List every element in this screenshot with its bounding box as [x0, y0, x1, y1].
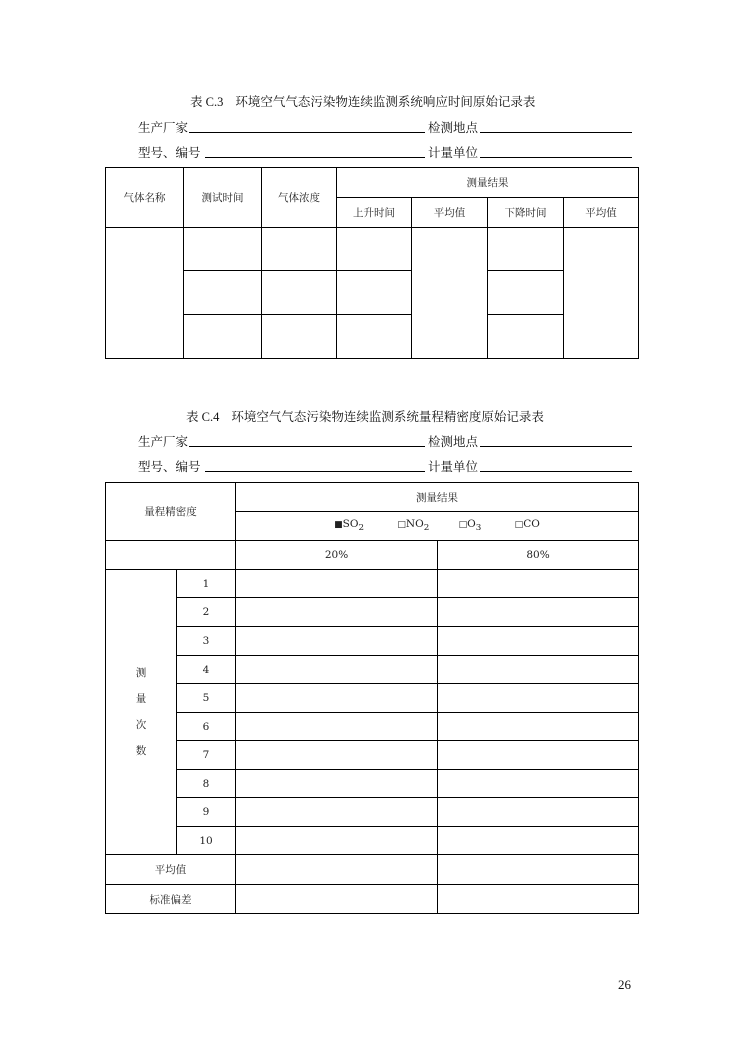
table-c3-number: 表 C.3 — [190, 95, 224, 109]
c4-row-index: 1 — [177, 570, 236, 598]
c4-std-dev-label: 标准偏差 — [106, 885, 236, 914]
c4-cell-20[interactable] — [236, 827, 438, 855]
c4-header-pct-80: 80% — [438, 541, 639, 570]
c4-cell-20[interactable] — [236, 627, 438, 656]
checkbox-checked-icon[interactable]: ■ — [334, 520, 343, 531]
c3-cell[interactable] — [262, 228, 337, 271]
gas-option-no2[interactable]: $□NO_2$ — [397, 518, 430, 534]
checkbox-unchecked-icon[interactable]: □ — [514, 520, 524, 531]
c4-cell-80[interactable] — [438, 627, 639, 656]
c4-row-index: 10 — [177, 827, 236, 855]
c4-cell-20[interactable] — [236, 770, 438, 798]
c3-cell[interactable] — [262, 271, 337, 315]
c3-cell-gas-name[interactable] — [106, 228, 184, 359]
c4-cell-80[interactable] — [438, 741, 639, 770]
c3-location-line[interactable] — [480, 132, 632, 133]
gas-option-o3[interactable]: $□O_3$ — [458, 518, 482, 534]
c3-manufacturer-line[interactable] — [189, 132, 425, 133]
c3-cell[interactable] — [184, 315, 262, 359]
c4-std-dev-20[interactable] — [236, 885, 438, 914]
c4-row-index: 6 — [177, 713, 236, 741]
table-c4-title-text: 环境空气气态污染物连续监测系统量程精密度原始记录表 — [231, 409, 544, 424]
c4-cell-20[interactable] — [236, 713, 438, 741]
c4-location-line[interactable] — [480, 446, 632, 447]
c4-cell-80[interactable] — [438, 570, 639, 598]
c3-unit-line[interactable] — [480, 157, 632, 158]
table-c4-number: 表 C.4 — [186, 410, 220, 424]
c3-manufacturer-label: 生产厂家 — [138, 120, 189, 135]
c4-row-index: 8 — [177, 770, 236, 798]
c3-header-rise-time: 上升时间 — [337, 198, 412, 228]
c4-gas-options — [236, 512, 639, 541]
c4-average-80[interactable] — [438, 855, 639, 885]
table-c4-title — [186, 407, 544, 425]
c4-cell-20[interactable] — [236, 570, 438, 598]
c3-header-gas-concentration: 气体浓度 — [262, 168, 337, 228]
c4-header-range-precision: 量程精密度 — [106, 483, 236, 541]
c4-unit-line[interactable] — [480, 471, 632, 472]
c4-unit-label: 计量单位 — [428, 459, 479, 474]
c4-model-label: 型号、编号 — [138, 459, 201, 474]
c4-location-label: 检测地点 — [428, 434, 479, 449]
table-c4 — [105, 482, 639, 914]
table-c3 — [105, 167, 639, 359]
c3-cell[interactable] — [337, 315, 412, 359]
c3-cell-average-1[interactable] — [412, 228, 488, 359]
c4-row-index: 9 — [177, 798, 236, 827]
checkbox-unchecked-icon[interactable]: □ — [397, 520, 406, 531]
c3-cell[interactable] — [337, 228, 412, 271]
c4-header-pct-20: 20% — [236, 541, 438, 570]
c4-std-dev-80[interactable] — [438, 885, 639, 914]
c4-cell-20[interactable] — [236, 798, 438, 827]
table-c3-title — [190, 92, 535, 110]
c4-cell-80[interactable] — [438, 684, 639, 713]
c4-cell-80[interactable] — [438, 656, 639, 684]
c4-manufacturer-line[interactable] — [189, 446, 425, 447]
table-c3-title-text: 环境空气气态污染物连续监测系统响应时间原始记录表 — [235, 94, 536, 109]
c4-manufacturer-label: 生产厂家 — [138, 434, 189, 449]
c4-average-20[interactable] — [236, 855, 438, 885]
c3-location-label: 检测地点 — [428, 120, 479, 135]
c4-cell-80[interactable] — [438, 798, 639, 827]
c3-cell[interactable] — [337, 271, 412, 315]
c4-row-index: 5 — [177, 684, 236, 713]
c4-row-index: 3 — [177, 627, 236, 656]
c3-cell[interactable] — [488, 228, 564, 271]
c3-cell[interactable] — [262, 315, 337, 359]
c4-cell-80[interactable] — [438, 598, 639, 627]
c3-header-average-2: 平均值 — [564, 198, 639, 228]
gas-option-co[interactable]: □CO — [514, 518, 540, 531]
c3-cell-average-2[interactable] — [564, 228, 639, 359]
c4-cell-20[interactable] — [236, 598, 438, 627]
c3-cell[interactable] — [488, 271, 564, 315]
c3-unit-label: 计量单位 — [428, 145, 479, 160]
c3-model-label: 型号、编号 — [138, 145, 201, 160]
c4-empty-cell — [106, 541, 236, 570]
c3-header-gas-name: 气体名称 — [106, 168, 184, 228]
c4-model-line[interactable] — [205, 471, 425, 472]
c3-header-average-1: 平均值 — [412, 198, 488, 228]
gas-option-so2[interactable]: $■SO_2$ — [334, 518, 365, 534]
c3-header-test-time: 测试时间 — [184, 168, 262, 228]
c3-cell[interactable] — [488, 315, 564, 359]
c4-measure-count-label: 测 量 次 数 — [106, 570, 177, 855]
c3-header-measurement-result: 测量结果 — [337, 168, 639, 198]
c4-row-index: 2 — [177, 598, 236, 627]
c4-row-index: 4 — [177, 656, 236, 684]
c4-average-label: 平均值 — [106, 855, 236, 885]
c4-cell-20[interactable] — [236, 656, 438, 684]
c4-cell-20[interactable] — [236, 741, 438, 770]
page-number: 26 — [618, 977, 631, 992]
c4-cell-80[interactable] — [438, 827, 639, 855]
c3-model-line[interactable] — [205, 157, 425, 158]
c3-header-fall-time: 下降时间 — [488, 198, 564, 228]
c4-header-measurement-result: 测量结果 — [236, 483, 639, 512]
c4-row-index: 7 — [177, 741, 236, 770]
c3-cell[interactable] — [184, 271, 262, 315]
c4-cell-20[interactable] — [236, 684, 438, 713]
c4-cell-80[interactable] — [438, 770, 639, 798]
c3-cell[interactable] — [184, 228, 262, 271]
c4-cell-80[interactable] — [438, 713, 639, 741]
checkbox-unchecked-icon[interactable]: □ — [458, 520, 468, 531]
